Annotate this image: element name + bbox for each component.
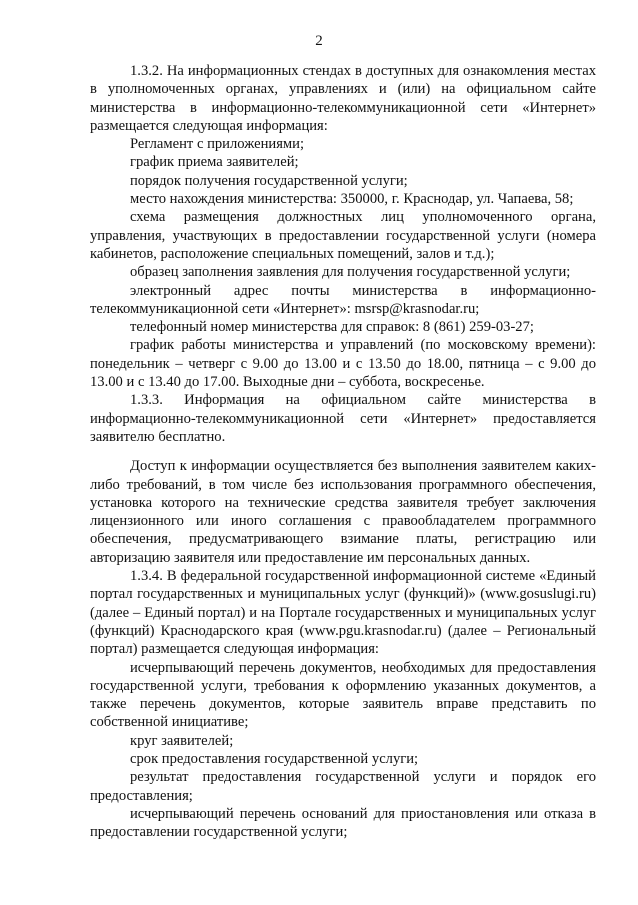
paragraph-1-3-4: 1.3.4. В федеральной государственной информационной системе «Единый портал государственных и муниципальных услуг (функций)» (www.gosuslugi.ru) (далее – Единый портал) и на Портале государственных и муниципальных услуг (функций) Краснодарского края (www.pgu.krasnodar.ru) (далее – Региональный портал) размещается следующая информация: [90, 568, 596, 658]
list-item-result: результат предоставления государственной услуги и порядок его предоставления; [90, 769, 596, 804]
page-number: 2 [315, 33, 323, 49]
list-item-layout-scheme: схема размещения должностных лиц уполномоченного органа, управления, участвующих в предоставлении государственной услуги (номера кабинетов, расположение специальных помещений, залов и т.д.); [90, 209, 596, 262]
paragraph-access-info: Доступ к информации осуществляется без выполнения заявителем каких-либо требований, в том числе без использования программного обеспечения, установка которого на технические средства заявителя требует заключения лицензионного или иного соглашения с правообладателем программного обеспечения, предусматривающего взимание платы, регистрацию или авторизацию заявителя или предоставление им персональных данных. [90, 458, 596, 566]
list-item-phone: телефонный номер министерства для справок: 8 (861) 259-03-27; [130, 319, 534, 336]
list-item-email: электронный адрес почты министерства в информационно-телекоммуникационной сети «Интернет»: msrsp@krasnodar.ru; [90, 282, 596, 317]
paragraph-1-3-2: 1.3.2. На информационных стендах в доступных для ознакомления местах в уполномоченных органах, управлениях и (или) на официальном сайте министерства в информационно-телекоммуникационной сети «Интернет» размещается следующая информация: [90, 63, 596, 134]
list-item-sample-form: образец заполнения заявления для получения государственной услуги; [130, 264, 571, 281]
list-item-documents: исчерпывающий перечень документов, необходимых для предоставления государственной услуги, требования к оформлению указанных документов, а также перечень документов, которые заявитель вправе представить по собственной инициативе; [90, 659, 596, 731]
list-item-term: срок предоставления государственной услуги; [130, 750, 419, 767]
list-item-applicants: круг заявителей; [130, 732, 234, 749]
document-body [90, 62, 596, 841]
list-item-refusal-grounds: исчерпывающий перечень оснований для приостановления или отказа в предоставлении государственной услуги; [90, 805, 596, 841]
list-item-working-hours: график работы министерства и управлений (по московскому времени): понедельник – четверг с 9.00 до 13.00 и с 13.50 до 18.00, пятница – с 9.00 до 13.00 и с 13.40 до 17.00. Выходные дни – суббота, воскресенье. [90, 337, 596, 391]
list-item-reglament: Регламент с приложениями; [130, 136, 305, 153]
list-item-procedure: порядок получения государственной услуги; [130, 172, 408, 189]
list-item-address: место нахождения министерства: 350000, г. Краснодар, ул. Чапаева, 58; [130, 191, 574, 208]
paragraph-1-3-3: 1.3.3. Информация на официальном сайте министерства в информационно-телекоммуникационной сети «Интернет» предоставляется заявителю бесплатно. [90, 392, 596, 445]
list-item-schedule: график приема заявителей; [130, 154, 299, 171]
